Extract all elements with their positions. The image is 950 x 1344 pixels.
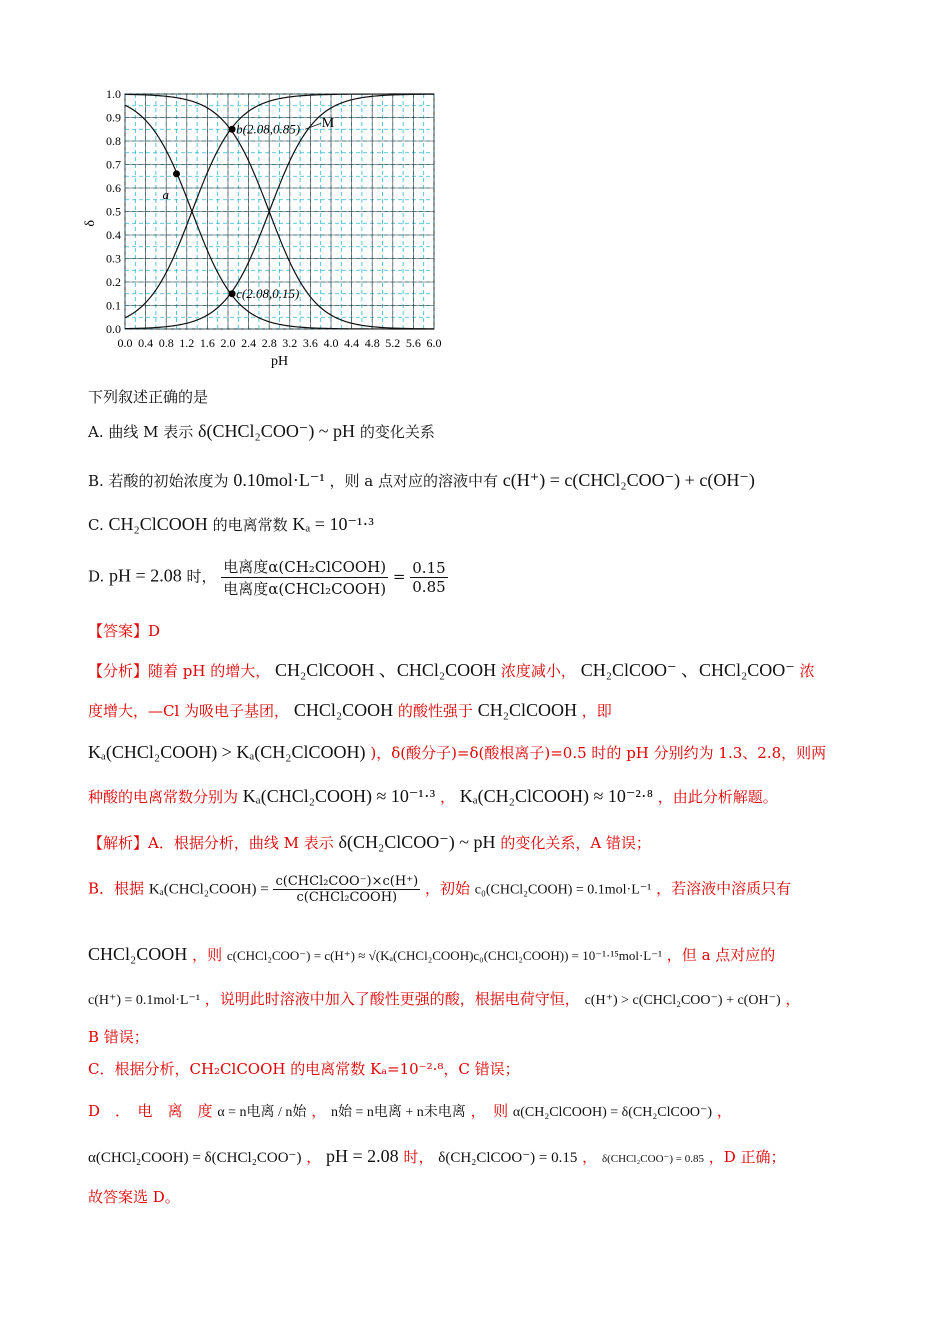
solution-text: ， <box>311 1102 327 1120</box>
x-tick-label: 4.4 <box>344 336 360 350</box>
option-b-formula: c(H⁺) = c(CHCl₂COO⁻) + c(OH⁻) <box>502 470 755 490</box>
solution-text: ， <box>716 1102 732 1120</box>
solution-formula: CHCl₂COOH <box>88 944 188 964</box>
option-a-prefix: A. 曲线 M 表示 <box>88 423 194 441</box>
y-axis-label: δ <box>83 219 98 227</box>
x-tick-label: 6.0 <box>426 336 442 350</box>
analysis-text: 度增大，—Cl 为吸电子基团， <box>88 702 290 720</box>
y-tick-label: 0.2 <box>106 275 121 289</box>
x-tick-label: 2.4 <box>241 336 257 350</box>
y-tick-label: 1.0 <box>106 87 121 101</box>
solution-d-line-1 <box>88 1100 732 1121</box>
option-c-prefix: C. <box>88 516 104 534</box>
option-c-mid: 的电离常数 <box>212 516 288 534</box>
option-b-prefix: B. 若酸的初始浓度为 <box>88 472 229 490</box>
option-d-fraction <box>221 556 388 599</box>
solution-formula: α(CHCl₂COOH) = δ(CHCl₂COO⁻) <box>88 1150 302 1166</box>
option-d-prefix: D. <box>88 567 105 586</box>
answer-value: D <box>148 622 161 640</box>
point-a <box>173 170 180 177</box>
option-d-ratio <box>410 559 447 596</box>
option-d-numerator: 电离度α(CH₂ClCOOH) <box>223 558 387 576</box>
solution-formula: n始 = n电离 + n未电离 <box>331 1105 466 1120</box>
question-stem: 下列叙述正确的是 <box>88 388 209 406</box>
x-axis-label: pH <box>270 354 289 369</box>
distribution-chart <box>80 82 460 377</box>
x-tick-label: 4.0 <box>323 336 339 350</box>
x-tick-label: 5.6 <box>405 336 421 350</box>
answer-label: 【答案】 <box>88 622 149 640</box>
solution-formula: α(CH₂ClCOOH) = δ(CH₂ClCOO⁻) <box>512 1105 713 1120</box>
x-tick-label: 0.8 <box>158 336 174 350</box>
solution-text: ，初始 <box>424 879 470 898</box>
y-tick-label: 0.3 <box>106 251 121 266</box>
solution-text: 的变化关系，A 错误； <box>500 834 651 852</box>
solution-text: ， <box>306 1148 322 1166</box>
x-tick-label: 0.4 <box>138 336 154 350</box>
analysis-label: 【分析】 <box>88 662 149 680</box>
solution-b-line-4: B 错误； <box>88 1028 149 1046</box>
x-tick-label: 2.0 <box>220 336 236 350</box>
option-a-suffix: 的变化关系 <box>359 423 435 441</box>
analysis-line-2 <box>88 700 612 721</box>
solution-text: B．根据 <box>88 879 145 898</box>
solution-formula: Kₐ(CHCl₂COOH) = <box>148 881 269 898</box>
analysis-formula: CHCl₂COOH <box>293 700 394 720</box>
analysis-text: ，即 <box>581 702 612 720</box>
solution-text: ，D 正确； <box>708 1148 786 1166</box>
y-tick-label: 0.0 <box>106 322 121 336</box>
y-tick-label: 0.8 <box>106 134 121 148</box>
solution-text: ， <box>785 990 801 1008</box>
solution-text: D ． 电 离 度 <box>88 1102 213 1120</box>
solution-d-line-2 <box>88 1146 786 1167</box>
analysis-text: ， <box>439 788 455 806</box>
solution-formula: c(H⁺) = 0.1mol·L⁻¹ <box>88 993 201 1008</box>
x-tick-labels <box>118 336 442 350</box>
analysis-text: )，δ(酸分子)=δ(酸根离子)=0.5 时的 pH 分别约为 1.3、2.8，则两 <box>370 744 827 762</box>
solution-text: ，若溶液中溶质只有 <box>656 879 792 898</box>
point-label-b: b(2.08,0.85) <box>236 121 301 137</box>
option-b <box>88 470 755 491</box>
solution-formula: c₀(CHCl₂COOH) = 0.1mol·L⁻¹ <box>474 882 652 898</box>
option-a <box>88 421 435 442</box>
option-d-mid: 时， <box>186 567 217 586</box>
option-c <box>88 514 374 535</box>
solution-formula: δ(CH₂ClCOO⁻) = 0.15 <box>438 1150 578 1166</box>
solution-final: 故答案选 D。 <box>88 1188 180 1206</box>
solution-formula: δ(CH₂ClCOO⁻) ~ pH <box>338 832 496 852</box>
analysis-text: 浓 <box>799 662 815 680</box>
option-b-conc: 0.10mol·L⁻¹ <box>233 470 325 490</box>
x-tick-label: 3.2 <box>282 336 298 350</box>
y-tick-label: 0.6 <box>106 181 121 195</box>
option-c-formula: Kₐ = 10⁻¹·³ <box>292 514 374 534</box>
solution-text: 时， <box>403 1148 434 1166</box>
option-a-formula: δ(CHCl₂COO⁻) ~ pH <box>198 421 356 441</box>
option-d-ratio-num: 0.15 <box>412 559 446 577</box>
solution-text: A．根据分析，曲线 M 表示 <box>148 834 334 852</box>
x-tick-label: 4.8 <box>364 336 380 350</box>
solution-label: 【解析】 <box>88 834 149 852</box>
analysis-formula: Kₐ(CHCl₂COOH) ≈ 10⁻¹·³ <box>242 786 436 806</box>
point-b <box>229 126 236 133</box>
x-tick-label: 1.2 <box>179 336 195 350</box>
solution-text: ，说明此时溶液中加入了酸性更强的酸，根据电荷守恒， <box>204 990 580 1008</box>
analysis-text: 随着 pH 的增大， <box>148 662 271 680</box>
analysis-text: ，由此分析解题。 <box>657 788 778 806</box>
solution-b-line-1 <box>88 874 791 905</box>
y-tick-label: 0.9 <box>106 110 121 125</box>
option-d-denominator: 电离度α(CHCl₂COOH) <box>223 580 387 598</box>
solution-text: ， <box>582 1148 598 1166</box>
x-tick-label: 3.6 <box>302 336 318 350</box>
y-tick-label: 0.4 <box>106 228 121 242</box>
analysis-text: 的酸性强于 <box>397 702 473 720</box>
curve-M-label: M <box>321 115 335 131</box>
solution-formula: α = n电离 / n始 <box>217 1105 307 1120</box>
x-tick-label: 5.2 <box>385 336 401 350</box>
analysis-line-4 <box>88 786 778 807</box>
point-label-a: a <box>162 186 169 202</box>
point-label-c: c(2.08,0.15) <box>236 285 300 301</box>
solution-text: ，但 a 点对应的 <box>666 946 776 964</box>
answer-line <box>88 620 160 641</box>
analysis-line-3 <box>88 742 826 763</box>
solution-a <box>88 832 651 853</box>
analysis-formula: CH₂ClCOOH <box>477 700 577 720</box>
analysis-text: 种酸的电离常数分别为 <box>88 788 239 806</box>
option-d <box>88 556 448 599</box>
solution-formula: pH = 2.08 <box>326 1146 399 1166</box>
option-b-mid: ，则 a 点对应的溶液中有 <box>329 472 498 490</box>
x-tick-label: 1.6 <box>199 336 215 350</box>
analysis-line-1 <box>88 656 815 682</box>
solution-formula: δ(CHCl₂COO⁻) = 0.85 <box>601 1153 704 1165</box>
analysis-formula: CH₂ClCOOH 、CHCl₂COOH <box>275 660 497 680</box>
option-d-ratio-den: 0.85 <box>412 578 446 596</box>
solution-b-fraction <box>273 874 420 905</box>
y-tick-label: 0.5 <box>106 204 121 219</box>
analysis-formula: Kₐ(CHCl₂COOH) > Kₐ(CH₂ClCOOH) <box>88 742 366 762</box>
y-tick-label: 0.1 <box>106 298 121 313</box>
option-d-eq: = <box>392 567 406 586</box>
option-c-species: CH₂ClCOOH <box>108 514 208 534</box>
y-tick-label: 0.7 <box>106 157 121 172</box>
solution-b-line-2 <box>88 944 775 965</box>
solution-c: C．根据分析，CH₂ClCOOH 的电离常数 Kₐ=10⁻²·⁸，C 错误； <box>88 1060 520 1078</box>
analysis-text: 浓度减小， <box>500 662 576 680</box>
point-c <box>229 290 236 297</box>
solution-text: ，则 <box>192 946 223 964</box>
solution-text: ， 则 <box>470 1102 509 1120</box>
y-tick-labels <box>106 87 121 336</box>
solution-b-numerator: c(CHCl₂COO⁻)×c(H⁺) <box>275 874 419 889</box>
solution-formula: c(H⁺) > c(CHCl₂COO⁻) + c(OH⁻) <box>584 993 781 1008</box>
solution-b-line-3 <box>88 988 800 1009</box>
analysis-formula: Kₐ(CH₂ClCOOH) ≈ 10⁻²·⁸ <box>459 786 653 806</box>
solution-formula: c(CHCl₂COO⁻) = c(H⁺) ≈ √(Kₐ(CHCl₂COOH)c₀(CHCl₂COOH)) = 10⁻¹·¹⁵mol·L⁻¹ <box>226 948 663 963</box>
solution-b-denominator: c(CHCl₂COOH) <box>296 890 398 905</box>
option-d-ph: pH = 2.08 <box>109 565 182 586</box>
x-tick-label: 0.0 <box>117 336 133 350</box>
x-tick-label: 2.8 <box>261 336 277 350</box>
analysis-formula: CH₂ClCOO⁻ 、CHCl₂COO⁻ <box>580 660 795 680</box>
